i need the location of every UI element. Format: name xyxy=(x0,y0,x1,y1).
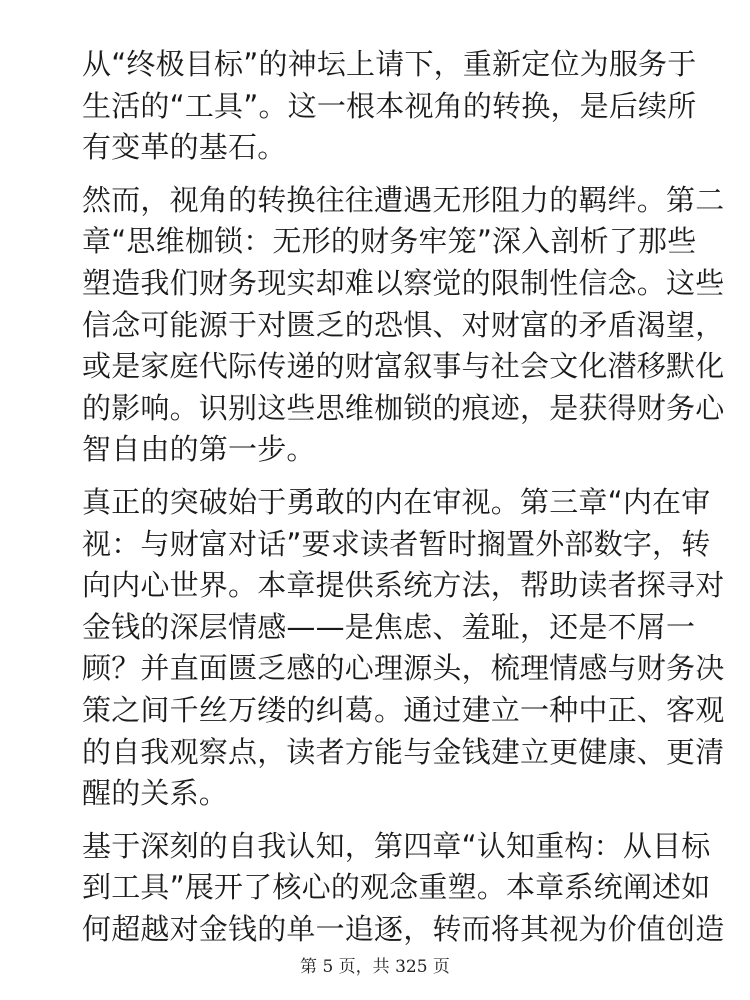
text-line: 视：与财富对话”要求读者暂时搁置外部数字，转 xyxy=(82,526,711,561)
page-number-footer: 第 5 页，共 325 页 xyxy=(300,957,450,977)
text-line: 到工具”展开了核心的观念重塑。本章系统阐述如 xyxy=(82,870,711,905)
text-line: 策之间千丝万缕的纠葛。通过建立一种中正、客观 xyxy=(82,692,725,727)
text-line: 的影响。识别这些思维枷锁的痕迹，是获得财务心 xyxy=(82,390,725,425)
text-line: 或是家庭代际传递的财富叙事与社会文化潜移默化 xyxy=(82,349,725,384)
text-line: 的自我观察点，读者方能与金钱建立更健康、更清 xyxy=(82,734,725,769)
text-line: 信念可能源于对匮乏的恐惧、对财富的矛盾渴望， xyxy=(82,307,725,342)
paragraph-2 xyxy=(82,180,725,471)
text-line: 生活的“工具”。这一根本视角的转换，是后续所 xyxy=(82,88,697,123)
paragraph-4 xyxy=(82,826,725,951)
text-line: 然而，视角的转换往往遭遇无形阻力的羁绊。第二 xyxy=(82,182,725,217)
text-line: 何超越对金钱的单一追逐，转而将其视为价值创造 xyxy=(82,911,725,946)
text-line: 塑造我们财务现实却难以察觉的限制性信念。这些 xyxy=(82,265,725,300)
paragraph-1 xyxy=(82,44,697,169)
text-line: 从“终极目标”的神坛上请下，重新定位为服务于 xyxy=(82,47,697,81)
text-line: 智自由的第一步。 xyxy=(82,432,316,467)
text-line: 醒的关系。 xyxy=(82,776,229,811)
text-line: 有变革的基石。 xyxy=(82,130,287,165)
text-line: 基于深刻的自我认知，第四章“认知重构：从目标 xyxy=(82,828,711,863)
text-line: 章“思维枷锁：无形的财务牢笼”深入剖析了那些 xyxy=(82,224,697,259)
text-line: 金钱的深层情感——是焦虑、羞耻，还是不屑一 xyxy=(82,609,696,644)
text-line: 顾？并直面匮乏感的心理源头，梳理情感与财务决 xyxy=(82,651,725,686)
text-line: 向内心世界。本章提供系统方法，帮助读者探寻对 xyxy=(82,568,725,603)
text-line: 真正的突破始于勇敢的内在审视。第三章“内在审 xyxy=(82,484,711,519)
body-text xyxy=(82,44,725,961)
paragraph-3 xyxy=(82,482,725,815)
